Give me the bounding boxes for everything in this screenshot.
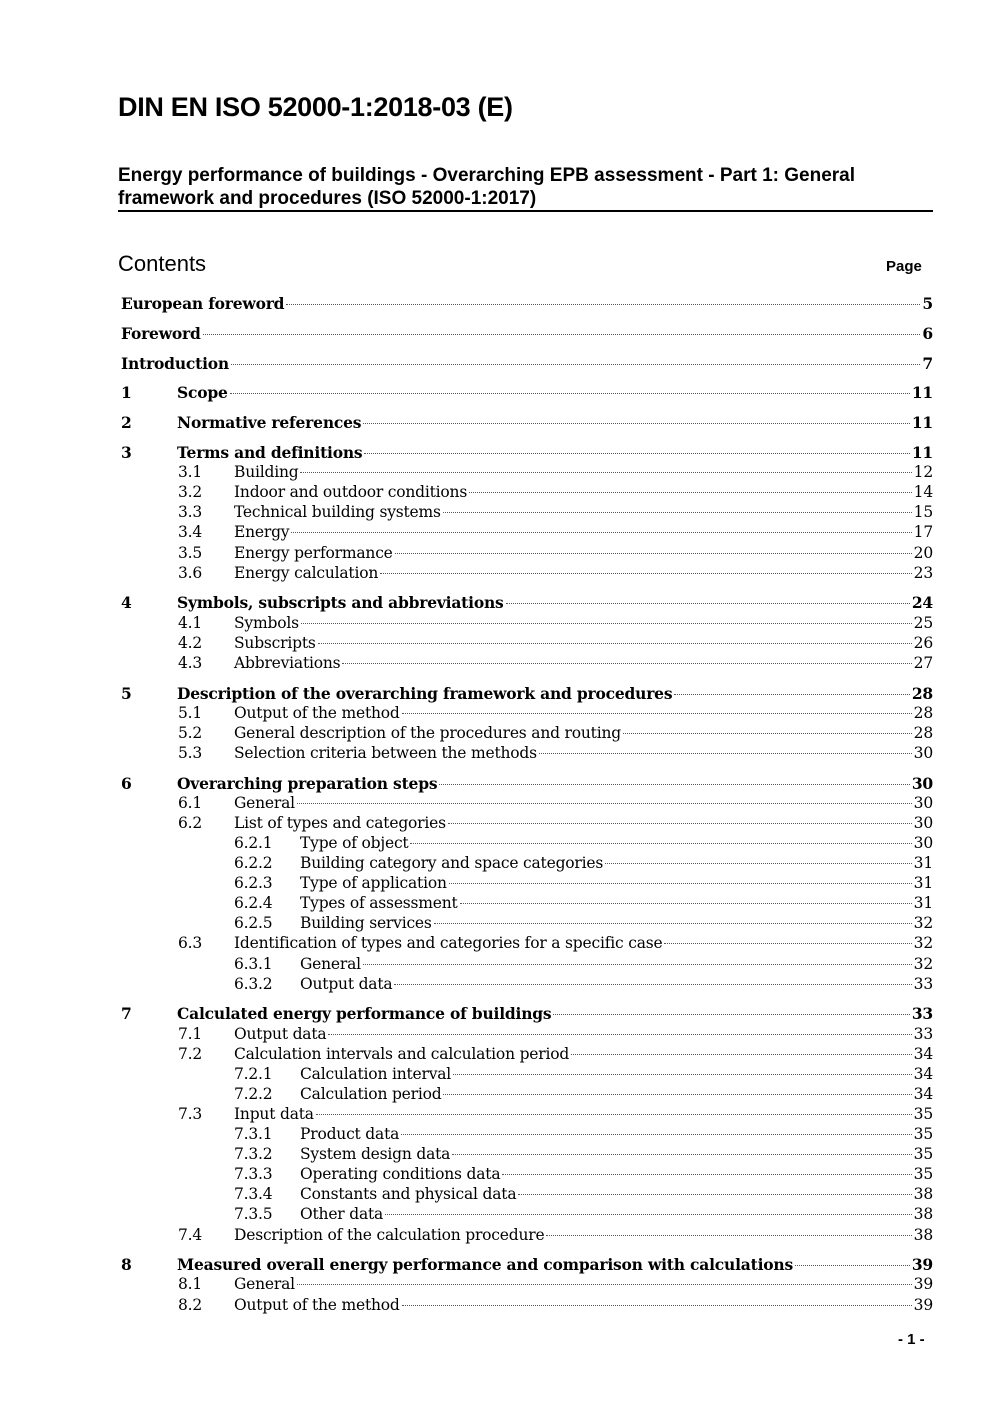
toc-entry-title: Calculation interval (300, 1064, 452, 1083)
toc-dot-leader (342, 663, 911, 664)
toc-entry-page: 34 (913, 1044, 933, 1063)
toc-dot-leader (231, 364, 920, 365)
toc-entry-title: Output of the method (234, 1295, 400, 1314)
toc-entry[interactable] (234, 614, 933, 636)
toc-dot-leader (453, 1074, 912, 1075)
toc-entry-page: 30 (911, 773, 933, 793)
toc-dot-leader (286, 304, 920, 305)
toc-entry[interactable] (300, 1185, 933, 1207)
toc-entry[interactable] (234, 934, 933, 956)
toc-dot-leader (316, 1114, 912, 1115)
toc-dot-leader (410, 843, 911, 844)
toc-entry-page: 5 (922, 294, 933, 313)
toc-entry-title: Output data (234, 1024, 327, 1043)
toc-entry-title: Calculation intervals and calculation period (234, 1044, 570, 1063)
toc-entry-page: 28 (913, 703, 933, 722)
toc-dot-leader (443, 512, 912, 513)
toc-entry[interactable] (300, 1165, 933, 1187)
toc-entry-title: Description of the overarching framework and procedures (177, 683, 673, 703)
toc-entry-number: 3.6 (178, 563, 203, 582)
toc-dot-leader (452, 1154, 911, 1155)
toc-entry-page: 33 (913, 974, 933, 993)
contents-heading: Contents (118, 251, 207, 276)
toc-entry-title: Measured overall energy performance and comparison with calculations (177, 1255, 793, 1275)
toc-entry-number: 3.5 (178, 543, 203, 562)
toc-dot-leader (502, 1174, 911, 1175)
toc-entry[interactable] (234, 1275, 933, 1297)
toc-entry-page: 12 (913, 463, 933, 482)
toc-entry-number: 3 (121, 443, 132, 462)
toc-entry[interactable] (300, 834, 933, 856)
toc-entry[interactable] (234, 744, 933, 766)
toc-entry-page: 39 (911, 1255, 933, 1275)
toc-dot-leader (395, 553, 912, 554)
document-id: DIN EN ISO 52000-1:2018-03 (E) (118, 92, 513, 122)
toc-dot-leader (439, 784, 909, 785)
toc-entry-page: 39 (913, 1275, 933, 1294)
toc-entry-page: 15 (913, 503, 933, 522)
toc-entry-number: 6.2.2 (234, 854, 273, 872)
toc-dot-leader (364, 453, 909, 454)
toc-entry[interactable] (234, 1045, 933, 1067)
toc-entry-page: 28 (913, 723, 933, 742)
toc-entry-page: 25 (913, 613, 933, 632)
toc-entry[interactable] (177, 383, 933, 405)
toc-entry[interactable] (234, 1105, 933, 1127)
toc-entry-page: 38 (913, 1225, 933, 1244)
toc-entry[interactable] (234, 483, 933, 505)
toc-entry-number: 3.2 (178, 483, 203, 502)
toc-entry-number: 7.3.2 (234, 1145, 273, 1164)
toc-entry-page: 32 (913, 934, 933, 953)
toc-entry[interactable] (177, 774, 933, 796)
toc-entry-title: Constants and physical data (300, 1185, 517, 1204)
toc-entry[interactable] (300, 955, 933, 977)
toc-dot-leader (571, 1054, 912, 1055)
toc-dot-leader (469, 492, 912, 493)
toc-entry-number: 1 (121, 383, 132, 403)
toc-entry-title: Other data (300, 1205, 384, 1224)
toc-entry[interactable] (234, 704, 933, 726)
toc-entry-page: 33 (913, 1024, 933, 1043)
toc-dot-leader (328, 1034, 911, 1035)
toc-dot-leader (385, 1214, 912, 1215)
toc-entry-title: Foreword (121, 323, 201, 343)
toc-dot-leader (546, 1235, 911, 1236)
toc-dot-leader (539, 753, 912, 754)
toc-entry-page: 11 (911, 443, 933, 462)
toc-entry[interactable] (300, 1085, 933, 1107)
toc-entry-title: Scope (177, 383, 228, 403)
toc-entry[interactable] (177, 443, 933, 465)
toc-entry[interactable] (300, 854, 933, 876)
toc-entry-page: 26 (913, 633, 933, 652)
toc-entry-title: Building (234, 463, 299, 482)
toc-entry-title: System design data (300, 1145, 451, 1164)
toc-entry-page: 30 (913, 743, 933, 762)
toc-entry-number: 3.1 (178, 463, 203, 482)
toc-entry-number: 8 (121, 1255, 132, 1275)
toc-entry-page: 7 (922, 353, 933, 373)
toc-entry[interactable] (300, 1145, 933, 1167)
toc-entry-title: Type of object (300, 833, 409, 852)
toc-entry-page: 39 (913, 1295, 933, 1314)
toc-entry-title: Energy calculation (234, 563, 379, 582)
toc-entry-number: 7.3.5 (234, 1205, 273, 1224)
toc-entry[interactable] (234, 503, 933, 525)
toc-dot-leader (402, 713, 912, 714)
toc-entry-number: 5.2 (178, 723, 203, 742)
toc-entry-page: 35 (913, 1145, 933, 1164)
toc-entry-number: 7 (121, 1004, 132, 1024)
toc-entry[interactable] (300, 914, 933, 936)
toc-entry-number: 4.1 (178, 613, 203, 632)
toc-entry[interactable] (177, 1255, 933, 1277)
toc-dot-leader (518, 1194, 911, 1195)
toc-entry-title: Input data (234, 1104, 314, 1123)
toc-entry-number: 6.2.3 (234, 874, 273, 893)
toc-entry[interactable] (234, 634, 933, 656)
toc-entry-number: 6.2.4 (234, 894, 273, 913)
toc-entry-title: Description of the calculation procedure (234, 1225, 545, 1244)
toc-entry[interactable] (234, 1296, 933, 1318)
toc-entry-title: Indoor and outdoor conditions (234, 483, 468, 502)
toc-entry-number: 4.3 (178, 653, 203, 672)
toc-entry-number: 4.2 (178, 633, 203, 652)
toc-entry-number: 6.1 (178, 793, 203, 812)
toc-entry[interactable] (234, 1025, 933, 1047)
toc-dot-leader (443, 1094, 911, 1095)
toc-entry[interactable] (300, 1065, 933, 1087)
toc-entry-title: European foreword (121, 294, 285, 313)
toc-entry[interactable] (234, 724, 933, 746)
toc-entry-page: 33 (911, 1004, 933, 1024)
toc-entry-page: 31 (913, 854, 933, 872)
toc-entry-number: 8.2 (178, 1295, 203, 1314)
toc-entry[interactable] (300, 874, 933, 896)
toc-entry-title: List of types and categories (234, 813, 446, 832)
toc-dot-leader (291, 532, 911, 533)
toc-dot-leader (664, 943, 911, 944)
toc-entry-title: Building category and space categories (300, 854, 604, 872)
toc-entry-number: 6.2.1 (234, 833, 273, 852)
toc-entry-page: 20 (913, 543, 933, 562)
toc-entry-title: Building services (300, 914, 432, 933)
toc-entry[interactable] (121, 294, 933, 316)
toc-entry-title: General (234, 1275, 295, 1294)
toc-entry-title: Symbols, subscripts and abbreviations (177, 593, 504, 613)
toc-entry-page: 30 (913, 793, 933, 812)
toc-entry-number: 8.1 (178, 1275, 203, 1294)
toc-entry[interactable] (177, 593, 933, 615)
toc-dot-leader (674, 694, 909, 695)
document-title: Energy performance of buildings - Overarching EPB assessment - Part 1: General framework and procedures (ISO 52000-1:2017) (118, 165, 856, 209)
toc-entry-number: 7.3.1 (234, 1125, 273, 1143)
toc-entry[interactable] (234, 564, 933, 586)
toc-entry-page: 27 (913, 653, 933, 672)
page-number: - 1 - (898, 1331, 925, 1348)
toc-entry[interactable] (177, 684, 933, 706)
toc-entry-title: General (234, 793, 295, 812)
toc-dot-leader (795, 1265, 910, 1266)
toc-dot-leader (297, 803, 912, 804)
toc-entry-page: 35 (913, 1165, 933, 1184)
toc-entry[interactable] (234, 544, 933, 566)
toc-entry[interactable] (234, 463, 933, 485)
toc-entry[interactable] (121, 354, 933, 376)
toc-entry-page: 32 (913, 954, 933, 973)
toc-entry-number: 7.2 (178, 1044, 203, 1063)
toc-entry-number: 5.3 (178, 743, 203, 762)
toc-entry-title: Types of assessment (300, 894, 458, 913)
toc-entry[interactable] (177, 413, 933, 435)
toc-entry[interactable] (300, 1125, 933, 1147)
toc-entry[interactable] (234, 1226, 933, 1248)
toc-entry[interactable] (234, 794, 933, 816)
toc-entry-page: 38 (913, 1185, 933, 1204)
toc-entry-title: General (300, 954, 361, 973)
toc-dot-leader (394, 984, 911, 985)
toc-entry-number: 7.2.1 (234, 1064, 273, 1083)
toc-entry-number: 6.2 (178, 813, 203, 832)
toc-entry-number: 3.3 (178, 503, 203, 522)
toc-entry[interactable] (300, 975, 933, 997)
toc-entry[interactable] (234, 654, 933, 676)
toc-entry-number: 4 (121, 593, 132, 613)
toc-entry-title: Type of application (300, 874, 447, 893)
toc-entry[interactable] (177, 1004, 933, 1026)
toc-entry-number: 7.2.2 (234, 1084, 273, 1103)
toc-entry-title: Identification of types and categories for a specific case (234, 934, 663, 953)
toc-entry-number: 2 (121, 413, 132, 433)
toc-entry-page: 35 (913, 1104, 933, 1123)
toc-entry[interactable] (300, 1205, 933, 1227)
toc-entry[interactable] (300, 894, 933, 916)
toc-entry-page: 34 (913, 1084, 933, 1103)
toc-entry-page: 30 (913, 833, 933, 852)
toc-entry-title: Symbols (234, 613, 299, 632)
toc-dot-leader (300, 472, 911, 473)
toc-dot-leader (297, 1284, 912, 1285)
toc-dot-leader (605, 863, 912, 864)
toc-dot-leader (553, 1014, 909, 1015)
toc-entry-title: Output data (300, 974, 393, 993)
toc-entry-title: Introduction (121, 353, 229, 373)
toc-entry-page: 31 (913, 894, 933, 913)
toc-entry-title: Abbreviations (234, 653, 341, 672)
toc-entry-page: 38 (913, 1205, 933, 1224)
toc-dot-leader (363, 423, 910, 424)
toc-entry-number: 7.4 (178, 1225, 203, 1244)
toc-entry-number: 5.1 (178, 703, 203, 722)
page-column-label: Page (886, 258, 922, 275)
toc-entry-title: General description of the procedures and routing (234, 723, 621, 742)
toc-entry-number: 6.3 (178, 934, 203, 953)
toc-entry-page: 31 (913, 874, 933, 893)
toc-entry-title: Operating conditions data (300, 1165, 501, 1184)
toc-entry-number: 6 (121, 773, 132, 793)
toc-dot-leader (460, 903, 912, 904)
toc-dot-leader (301, 623, 912, 624)
toc-entry-page: 14 (913, 483, 933, 502)
toc-entry-title: Overarching preparation steps (177, 773, 438, 793)
toc-dot-leader (363, 964, 912, 965)
toc-dot-leader (230, 393, 910, 394)
toc-entry-number: 7.3.4 (234, 1185, 273, 1204)
toc-entry-title: Calculated energy performance of buildings (177, 1004, 552, 1024)
toc-dot-leader (318, 643, 912, 644)
toc-entry-title: Normative references (177, 413, 362, 433)
toc-entry-page: 28 (911, 683, 933, 703)
toc-entry-page: 11 (911, 413, 933, 433)
toc-entry-page: 24 (911, 593, 933, 613)
toc-entry-number: 7.3 (178, 1104, 203, 1123)
toc-entry-page: 30 (913, 813, 933, 832)
toc-entry-title: Product data (300, 1125, 400, 1143)
toc-dot-leader (434, 923, 912, 924)
toc-dot-leader (401, 1134, 912, 1135)
toc-entry-title: Calculation period (300, 1084, 442, 1103)
toc-dot-leader (402, 1305, 912, 1306)
toc-entry-page: 34 (913, 1064, 933, 1083)
toc-entry-number: 7.3.3 (234, 1165, 273, 1184)
toc-entry-number: 5 (121, 683, 132, 703)
toc-dot-leader (449, 883, 912, 884)
toc-entry-title: Energy (234, 523, 290, 542)
toc-entry-title: Output of the method (234, 703, 400, 722)
toc-entry-number: 6.2.5 (234, 914, 273, 933)
toc-entry[interactable] (234, 523, 933, 545)
toc-dot-leader (623, 733, 912, 734)
toc-entry[interactable] (234, 814, 933, 836)
toc-entry-page: 6 (922, 323, 933, 343)
toc-entry-page: 23 (913, 563, 933, 582)
toc-entry-page: 17 (913, 523, 933, 542)
toc-entry-page: 35 (913, 1125, 933, 1143)
toc-entry-title: Technical building systems (234, 503, 441, 522)
toc-dot-leader (506, 603, 910, 604)
toc-entry-number: 6.3.1 (234, 954, 273, 973)
toc-entry-number: 7.1 (178, 1024, 203, 1043)
toc-dot-leader (380, 573, 912, 574)
toc-entry[interactable] (121, 324, 933, 346)
toc-entry-title: Terms and definitions (177, 443, 363, 462)
toc-entry-title: Selection criteria between the methods (234, 743, 537, 762)
toc-entry-number: 3.4 (178, 523, 203, 542)
toc-dot-leader (203, 334, 921, 335)
toc-entry-page: 11 (911, 383, 933, 403)
toc-entry-number: 6.3.2 (234, 974, 273, 993)
toc-entry-title: Subscripts (234, 633, 316, 652)
toc-entry-title: Energy performance (234, 543, 393, 562)
toc-entry-page: 32 (913, 914, 933, 933)
toc-dot-leader (448, 823, 912, 824)
